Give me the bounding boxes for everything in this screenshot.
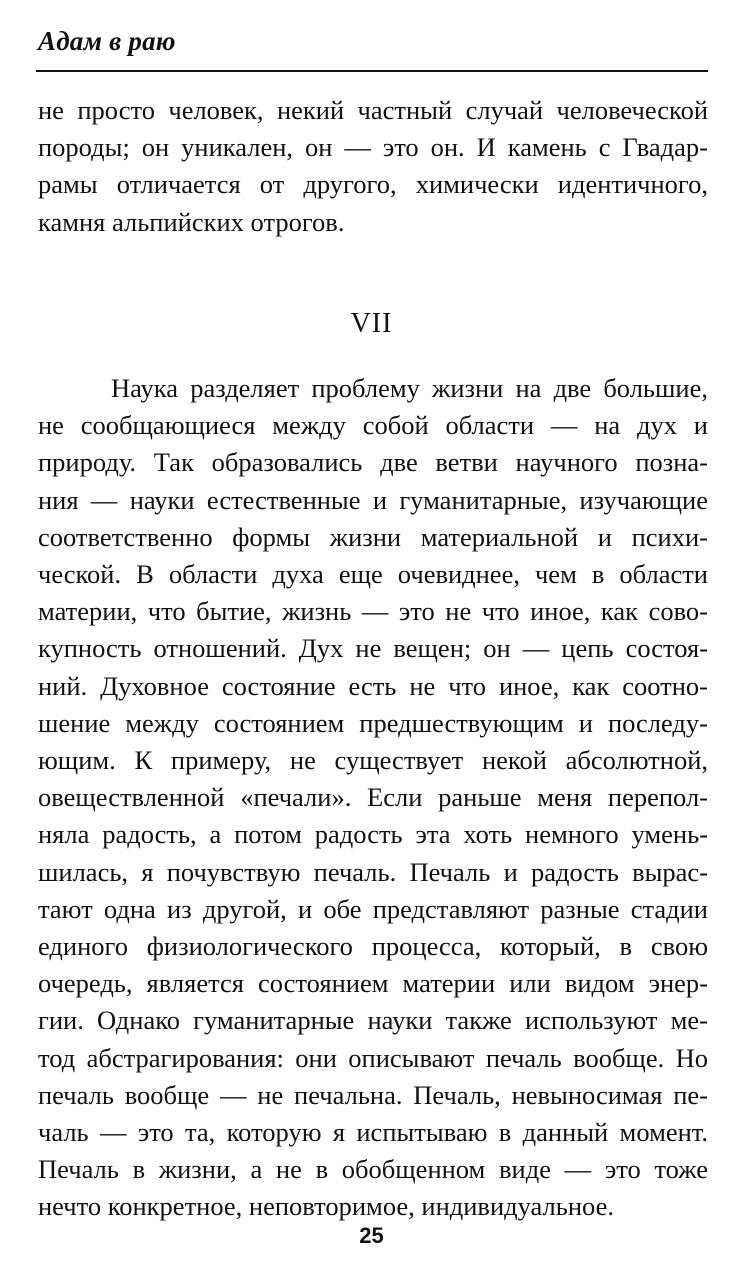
text-line: овеществленной «печали». Если раньше меня перепол- xyxy=(38,782,708,813)
text-line: печаль вообще — не печальна. Печаль, невыносимая пе- xyxy=(38,1079,708,1110)
text-line: камня альпийских отрогов. xyxy=(38,206,345,237)
text-line: природу. Так образовались две ветви научного позна- xyxy=(38,447,708,478)
chapter-heading: VII xyxy=(350,308,393,339)
text-line: нечто конкретное, неповторимое, индивидуальное. xyxy=(38,1191,614,1222)
text-line: няла радость, а потом радость эта хоть немного умень- xyxy=(38,819,708,850)
text-line: рамы отличается от другого, химически идентичного, xyxy=(38,169,708,200)
running-title: Адам в раю xyxy=(38,26,176,56)
text-line: единого физиологического процесса, который, в свою xyxy=(38,931,708,962)
paragraph-main xyxy=(38,370,708,1226)
text-line: ния — науки естественные и гуманитарные, изучающие xyxy=(38,484,708,515)
text-line: Наука разделяет проблему жизни на две большие, xyxy=(111,373,708,403)
page-number: 25 xyxy=(359,1223,384,1248)
text-line: не сообщающиеся между собой области — на дух и xyxy=(38,410,708,441)
text-line: гии. Однако гуманитарные науки также используют ме- xyxy=(38,1005,708,1036)
text-line: шилась, я почувствую печаль. Печаль и радость вырас- xyxy=(38,856,708,887)
text-line: не просто человек, некий частный случай человеческой xyxy=(38,95,708,125)
text-line: материи, что бытие, жизнь — это не что иное, как сово- xyxy=(38,596,708,627)
text-line: очередь, является состоянием материи или видом энер- xyxy=(38,968,708,999)
header-rule xyxy=(36,70,708,72)
text-line: шение между состоянием предшествующим и последу- xyxy=(38,707,708,738)
text-line: ний. Духовное состояние есть не что иное, как соотно- xyxy=(38,670,708,701)
text-line: породы; он уникален, он — это он. И камень с Гвадар- xyxy=(38,132,708,163)
text-line: купность отношений. Дух не вещен; он — цепь состоя- xyxy=(38,633,708,664)
text-line: ческой. В области духа еще очевиднее, чем в области xyxy=(38,559,708,590)
text-line: ющим. К примеру, не существует некой абсолютной, xyxy=(38,745,708,776)
text-line: тод абстрагирования: они описывают печаль вообще. Но xyxy=(38,1042,708,1073)
text-line: чаль — это та, которую я испытываю в данный момент. xyxy=(38,1117,708,1148)
text-line: тают одна из другой, и обе представляют разные стадии xyxy=(38,893,708,924)
text-line: соответственно формы жизни материальной и психи- xyxy=(38,521,708,552)
paragraph-continued xyxy=(38,92,708,241)
text-line: Печаль в жизни, а не в обобщенном виде — это тоже xyxy=(38,1154,708,1185)
